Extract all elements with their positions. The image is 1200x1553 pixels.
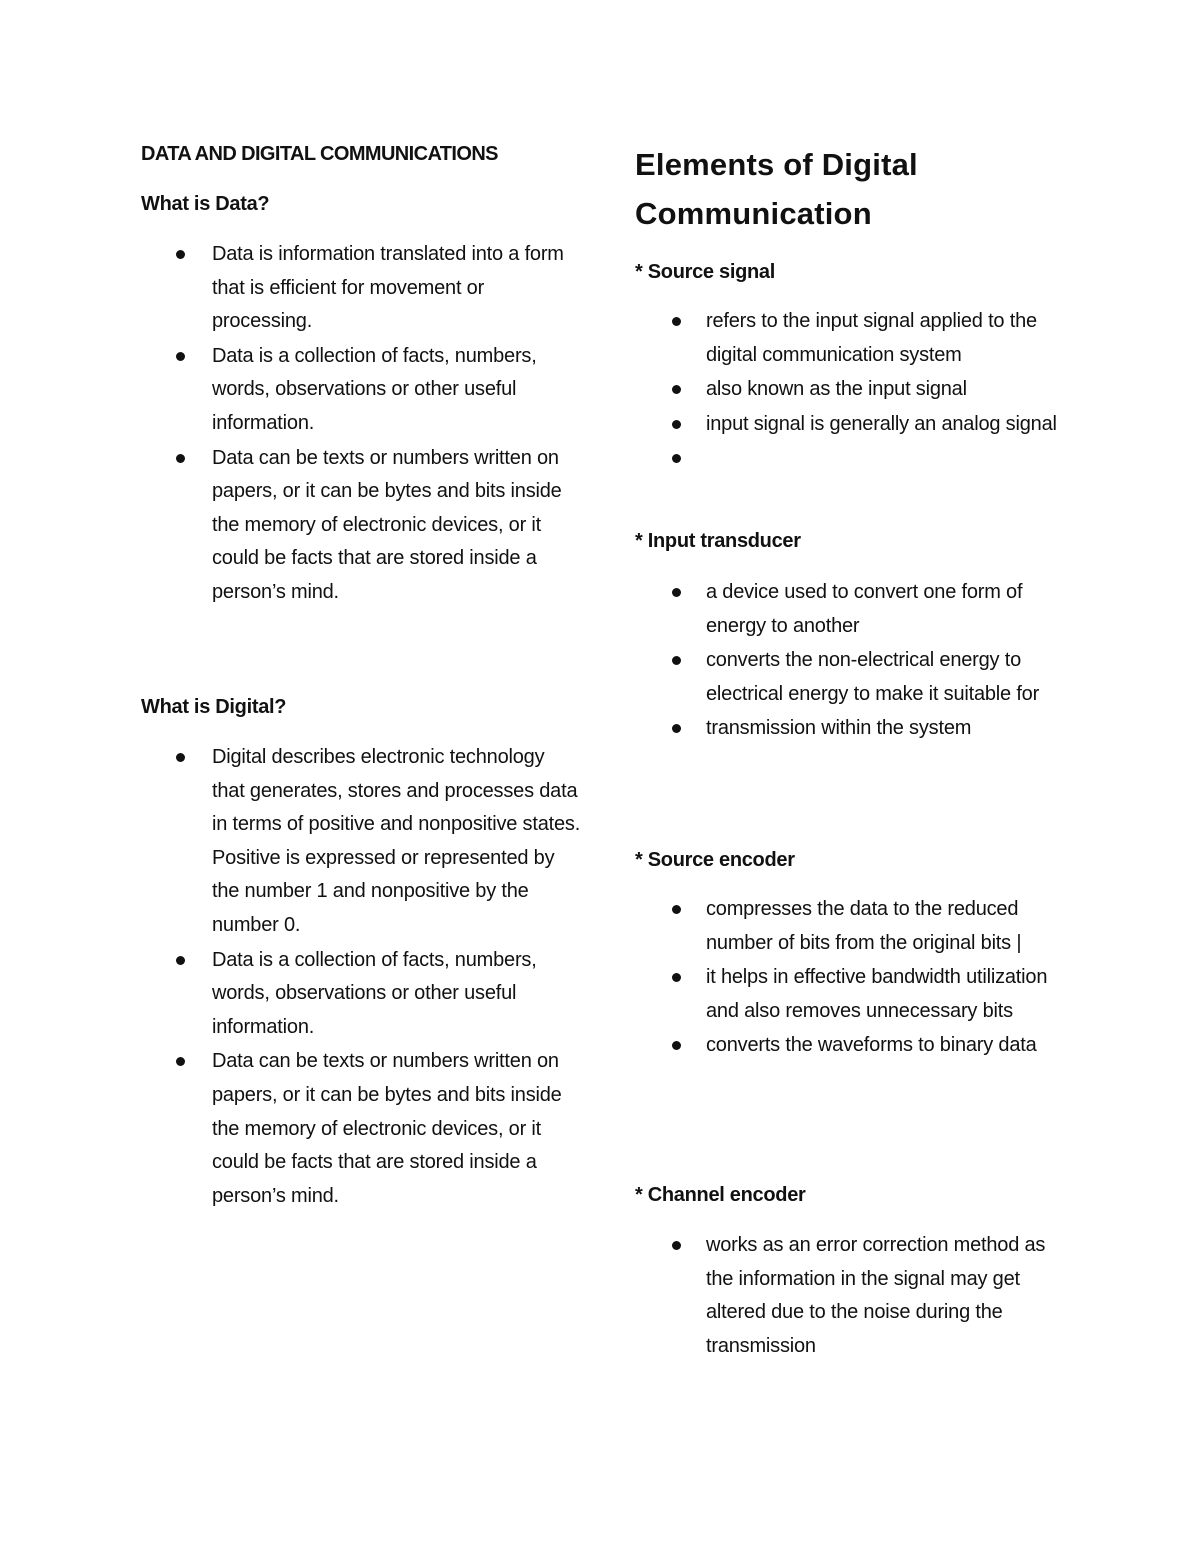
bullet-icon — [672, 317, 681, 326]
section-heading-source-encoder: * Source encoder — [635, 849, 795, 871]
section-heading-input-transducer: * Input transducer — [635, 530, 801, 552]
list-item: Data is information translated into a form that is efficient for movement or processing. — [141, 238, 581, 339]
bullet-icon — [672, 905, 681, 914]
list-item: also known as the input signal — [635, 373, 1075, 407]
bullet-icon — [176, 956, 185, 965]
what-is-data-list — [141, 238, 581, 611]
list-item: Data is a collection of facts, numbers, words, observations or other useful information. — [141, 340, 581, 441]
bullet-icon — [672, 1241, 681, 1250]
list-item: refers to the input signal applied to the digital communication system — [635, 305, 1075, 372]
list-item: converts the non-electrical energy to electrical energy to make it suitable for — [635, 644, 1075, 711]
bullet-icon — [176, 454, 185, 463]
channel-encoder-list — [635, 1229, 1075, 1364]
section-heading-what-is-data: What is Data? — [141, 193, 270, 215]
list-item-empty — [635, 442, 1075, 476]
list-item: compresses the data to the reduced number of bits from the original bits | — [635, 893, 1075, 960]
source-encoder-list — [635, 893, 1075, 1064]
section-heading-what-is-digital: What is Digital? — [141, 696, 287, 718]
bullet-icon — [672, 656, 681, 665]
bullet-icon — [176, 250, 185, 259]
document-title: DATA AND DIGITAL COMMUNICATIONS — [141, 143, 498, 165]
bullet-icon — [176, 1057, 185, 1066]
what-is-digital-list — [141, 741, 581, 1214]
bullet-icon — [176, 352, 185, 361]
bullet-icon — [672, 588, 681, 597]
list-item: Digital describes electronic technology that generates, stores and processes data in terms of positive and nonpositive states. Positive is expressed or represented by the number 1 and nonpositive by the number 0. — [141, 741, 581, 943]
bullet-icon — [672, 1041, 681, 1050]
bullet-icon — [672, 724, 681, 733]
input-transducer-list — [635, 576, 1075, 747]
bullet-icon — [672, 973, 681, 982]
section-heading-source-signal: * Source signal — [635, 261, 775, 283]
bullet-icon — [672, 385, 681, 394]
list-item: Data can be texts or numbers written on papers, or it can be bytes and bits inside the memory of electronic devices, or it could be facts that are stored inside a person’s mind. — [141, 442, 581, 610]
list-item: a device used to convert one form of energy to another — [635, 576, 1075, 643]
list-item: it helps in effective bandwidth utilization and also removes unnecessary bits — [635, 961, 1075, 1028]
list-item: transmission within the system — [635, 712, 1075, 746]
list-item: input signal is generally an analog signal — [635, 408, 1075, 442]
section-heading-channel-encoder: * Channel encoder — [635, 1184, 806, 1206]
list-item: converts the waveforms to binary data — [635, 1029, 1075, 1063]
bullet-icon — [672, 420, 681, 429]
list-item: Data can be texts or numbers written on papers, or it can be bytes and bits inside the memory of electronic devices, or it could be facts that are stored inside a person’s mind. — [141, 1045, 581, 1213]
list-item: works as an error correction method as the information in the signal may get altered due to the noise during the transmission — [635, 1229, 1075, 1363]
elements-title: Elements of Digital Communication — [635, 147, 918, 231]
source-signal-list — [635, 305, 1075, 477]
list-item: Data is a collection of facts, numbers, words, observations or other useful information. — [141, 944, 581, 1045]
bullet-icon — [176, 753, 185, 762]
bullet-icon — [672, 454, 681, 463]
